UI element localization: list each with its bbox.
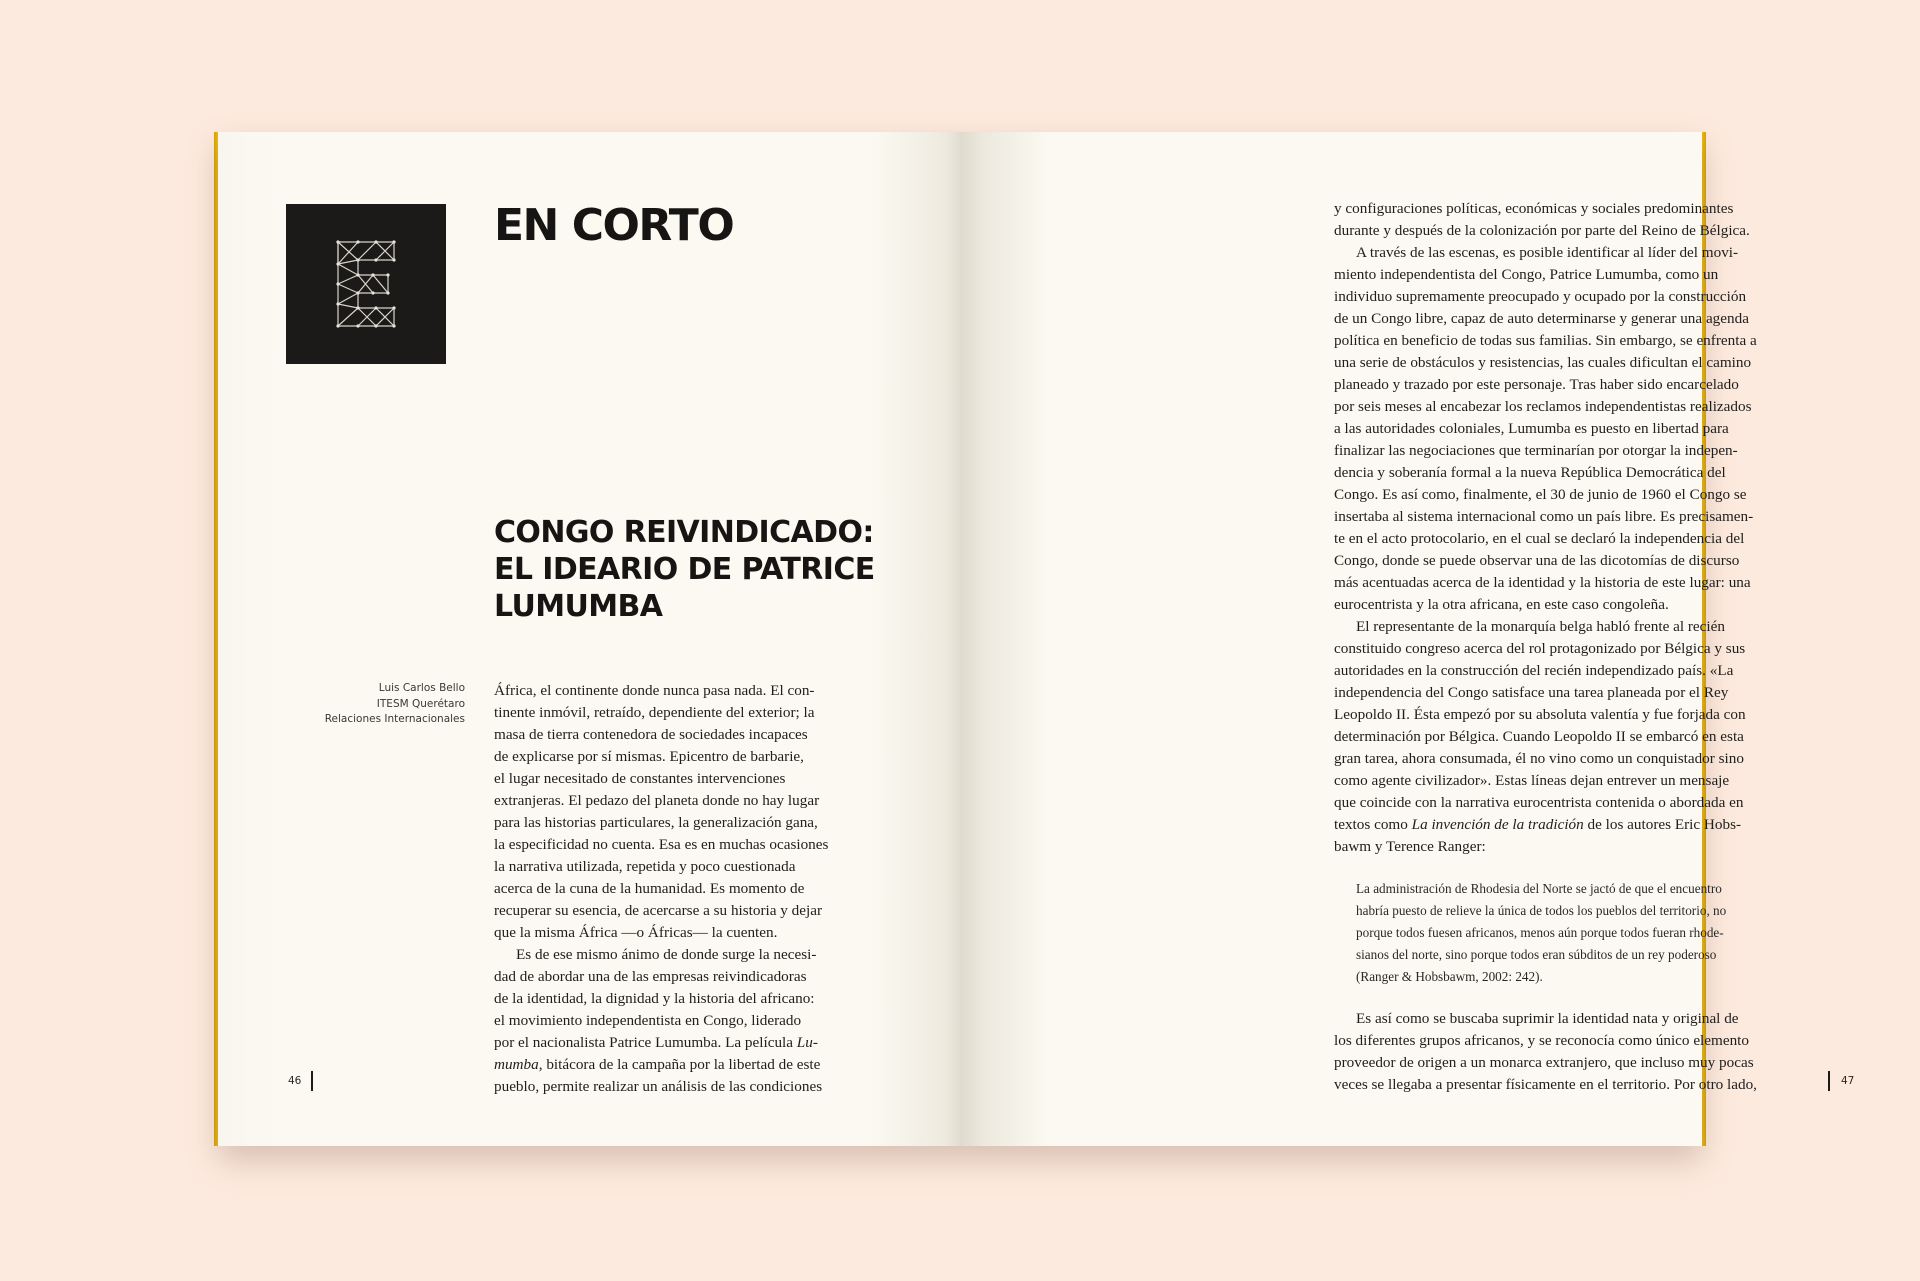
body-line: y configuraciones políticas, económicas y sociales predominantes [1334,200,1734,217]
body-line: que la misma África —o Áfricas— la cuenten. [494,924,778,941]
body-line: Es así como se buscaba suprimir la identidad nata y original de [1356,1010,1739,1027]
article-title-line: EL IDEARIO DE PATRICE [494,552,875,587]
body-line: Es de ese mismo ánimo de donde surge la necesi- [516,946,817,963]
body-line: mumba, bitácora de la campaña por la libertad de este [494,1056,821,1073]
section-logo [286,204,446,364]
article-body-right [1334,198,1816,858]
author-name: Luis Carlos Bello [378,682,465,694]
quote-line: (Ranger & Hobsbawm, 2002: 242). [1356,969,1543,984]
left-page [218,132,960,1146]
body-line: extranjeras. El pedazo del planeta donde no hay lugar [494,792,820,809]
article-body-right-continued [1334,1008,1816,1096]
body-line: tinente inmóvil, retraído, dependiente del exterior; la [494,704,815,721]
body-line: textos como La invención de la tradición de los autores Eric Hobs- [1334,816,1742,833]
article-body-left [494,680,876,1098]
folio-rule-left [311,1071,313,1091]
article-title-line: CONGO REIVINDICADO: [494,515,874,550]
magazine-spread [218,132,1855,1146]
quote-line: sianos del norte, sino porque todos eran súbditos de un rey poderoso [1356,947,1717,962]
body-line: una serie de obstáculos y resistencias, las cuales dificultan el camino [1334,354,1752,371]
page-number-right: 47 [1841,1075,1855,1087]
italic-title: La invención de la tradición [1411,816,1584,833]
body-line: finalizar las negociaciones que terminarían por otorgar la indepen- [1334,442,1738,459]
quote-line: habría puesto de relieve la única de todos los pueblos del territorio, no [1356,903,1727,918]
italic-title: Lu- [796,1034,818,1051]
body-line: A través de las escenas, es posible identificar al líder del movi- [1356,244,1739,261]
body-line: la narrativa utilizada, repetida y poco cuestionada [494,858,796,875]
body-line: de un Congo libre, capaz de auto determinarse y generar una agenda [1334,310,1749,327]
body-line: veces se llegaba a presentar físicamente en el territorio. Por otro lado, [1334,1076,1757,1093]
body-line: autoridades en la construcción del recién independizado país. «La [1334,662,1734,679]
body-line: pueblo, permite realizar un análisis de las condiciones [494,1078,823,1095]
body-line: que coincide con la narrativa eurocentrista contenida o abordada en [1334,794,1744,811]
body-line: individuo supremamente preocupado y ocupado por la construcción [1334,288,1747,305]
geometric-letter-icon [286,204,446,364]
italic-title: mumba, [494,1056,543,1073]
body-line: independencia del Congo satisface una tarea planeada por el Rey [1334,684,1729,701]
body-line: constituido congreso acerca del rol protagonizado por Bélgica y sus [1334,640,1746,657]
body-line: miento independentista del Congo, Patrice Lumumba, como un [1334,266,1719,283]
body-line: acerca de la cuna de la humanidad. Es momento de [494,880,805,897]
body-line: Congo. Es así como, finalmente, el 30 de junio de 1960 el Congo se [1334,486,1747,503]
body-line: gran tarea, ahora consumada, él no vino como un conquistador sino [1334,750,1744,767]
author-info [278,681,465,728]
body-line: dad de abordar una de las empresas reivindicadoras [494,968,807,985]
body-line: proveedor de origen a un monarca extranjero, que incluso muy pocas [1334,1054,1754,1071]
quote-line: porque todos fuesen africanos, menos aún porque todos fueran rhode- [1356,925,1724,940]
body-line: te en el acto protocolario, en el cual se declaró la independencia del [1334,530,1745,547]
body-line: masa de tierra contenedora de sociedades incapaces [494,726,808,743]
body-line: determinación por Bélgica. Cuando Leopoldo II se embarcó en esta [1334,728,1744,745]
article-title-line: LUMUMBA [494,589,663,624]
right-page [960,132,1855,1146]
body-line: insertaba al sistema internacional como un país libre. Es precisamen- [1334,508,1754,525]
author-department: Relaciones Internacionales [324,713,465,725]
body-line: de explicarse por sí mismas. Epicentro de barbarie, [494,748,804,765]
page-number-left: 46 [288,1075,302,1087]
section-title: EN CORTO [494,200,734,251]
body-line: durante y después de la colonización por parte del Reino de Bélgica. [1334,222,1750,239]
body-line: por seis meses al encabezar los reclamos independentistas realizados [1334,398,1752,415]
body-line: como agente civilizador». Estas líneas dejan entrever un mensaje [1334,772,1730,789]
body-line: los diferentes grupos africanos, y se reconocía como único elemento [1334,1032,1749,1049]
body-line: a las autoridades coloniales, Lumumba es puesto en libertad para [1334,420,1729,437]
body-line: dencia y soberanía formal a la nueva República Democrática del [1334,464,1726,481]
body-line: más acentuadas acerca de la identidad y la historia de este lugar: una [1334,574,1751,591]
article-title [494,514,894,625]
author-institution: ITESM Querétaro [376,697,465,710]
quote-line: La administración de Rhodesia del Norte se jactó de que el encuentro [1356,881,1722,896]
body-line: por el nacionalista Patrice Lumumba. La película Lu- [494,1034,818,1051]
body-line: para las historias particulares, la generalización gana, [494,814,818,831]
body-line: recuperar su esencia, de acercarse a su historia y dejar [494,902,823,919]
body-line: África, el continente donde nunca pasa nada. El con- [494,682,815,699]
body-line: de la identidad, la dignidad y la historia del africano: [494,990,815,1007]
body-line: eurocentrista y la otra africana, en este caso congoleña. [1334,596,1669,613]
body-line: el movimiento independentista en Congo, liderado [494,1012,802,1029]
body-line: bawm y Terence Ranger: [1334,838,1486,855]
body-line: Leopoldo II. Ésta empezó por su absoluta valentía y fue forjada con [1334,706,1746,723]
body-line: política en beneficio de todas sus familias. Sin embargo, se enfrenta a [1334,332,1757,349]
body-line: la especificidad no cuenta. Esa es en muchas ocasiones [494,836,829,853]
body-line: el lugar necesitado de constantes intervenciones [494,770,786,787]
body-line: El representante de la monarquía belga habló frente al recién [1356,618,1725,635]
block-quote [1356,878,1796,988]
body-line: Congo, donde se puede observar una de las dicotomías de discurso [1334,552,1740,569]
body-line: planeado y trazado por este personaje. Tras haber sido encarcelado [1334,376,1739,393]
folio-rule-right [1828,1071,1830,1091]
